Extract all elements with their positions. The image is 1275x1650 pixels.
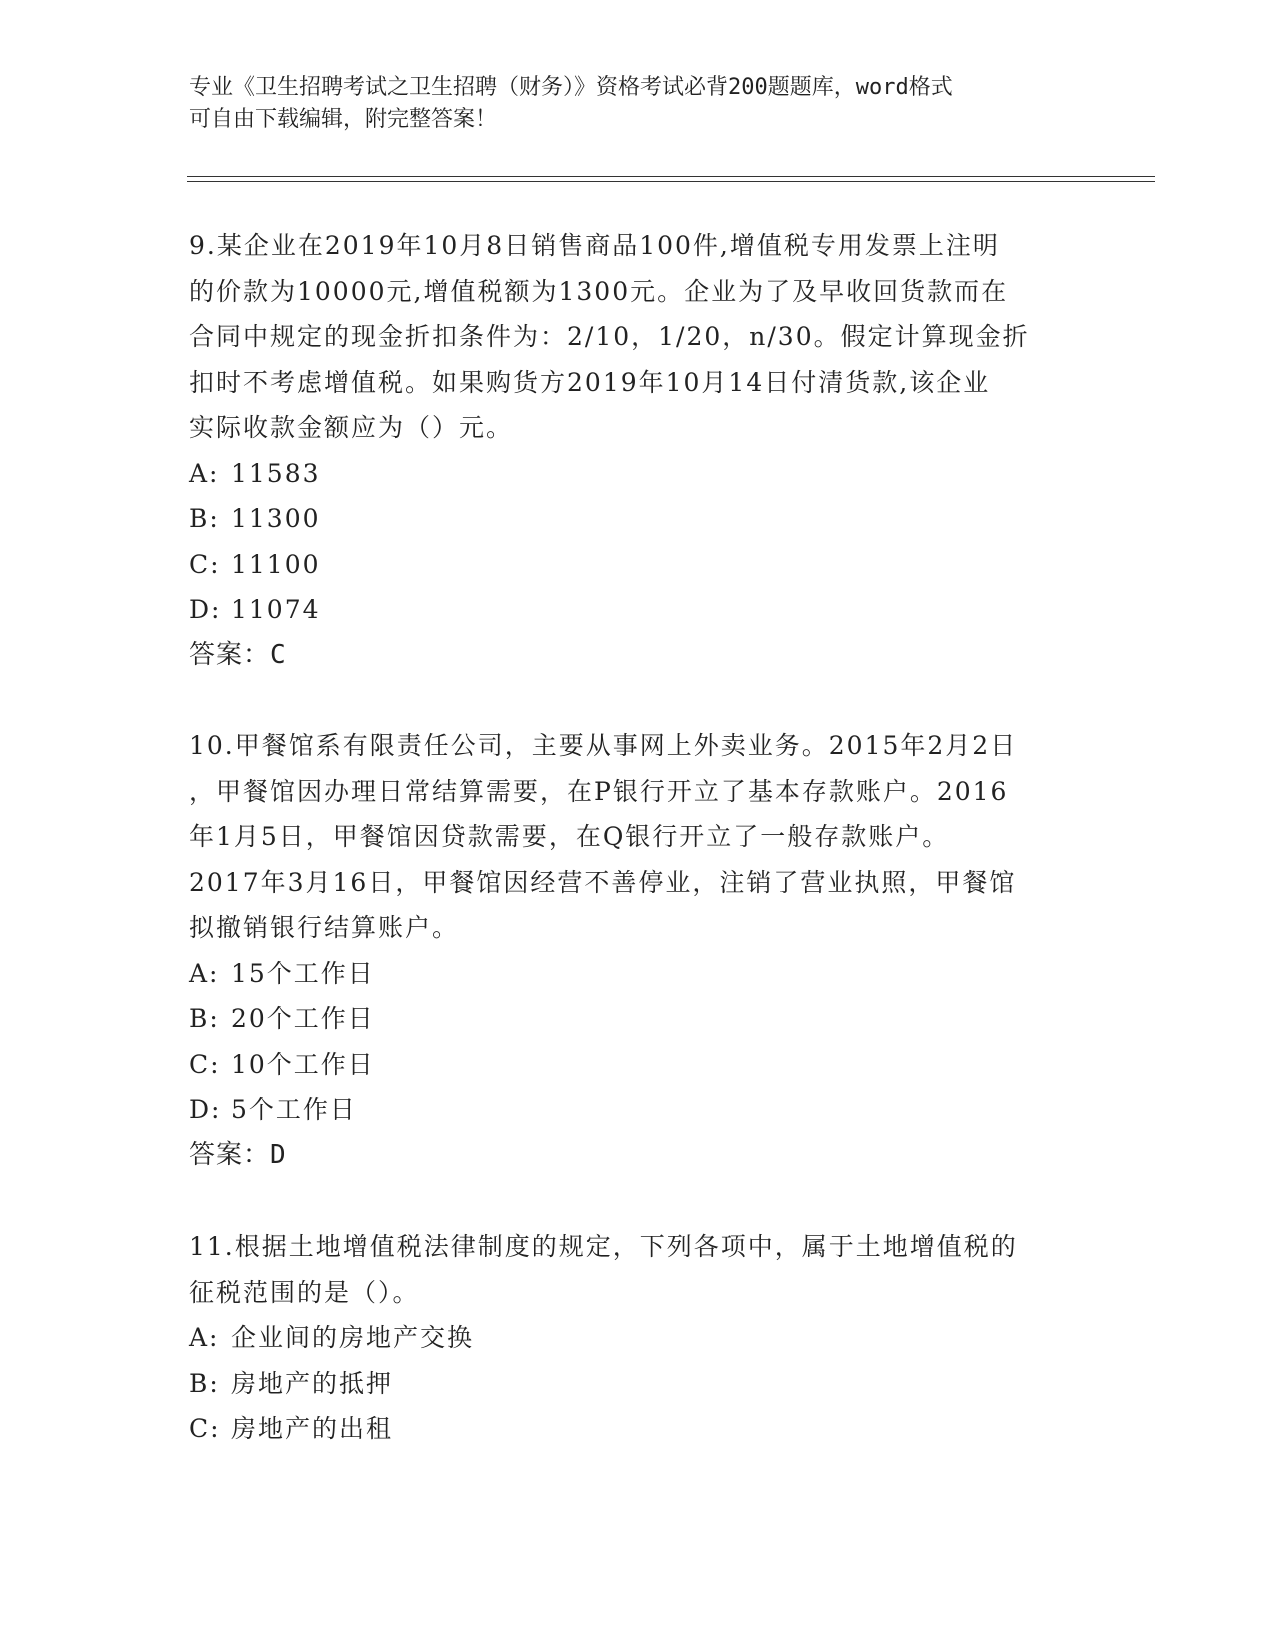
question-9 <box>189 223 1089 678</box>
option-b <box>189 496 1089 542</box>
option-c <box>189 1042 1089 1088</box>
option-letter: D: <box>189 1095 222 1124</box>
question-text-line: 拟撤销银行结算账户。 <box>189 913 460 942</box>
header-line: 专业《卫生招聘考试之卫生招聘（财务）》资格考试必背200题题库，word格式 <box>189 75 953 100</box>
question-text-line: 的价款为10000元,增值税额为1300元。企业为了及早收回货款而在 <box>189 276 1009 306</box>
option-c <box>189 542 1089 588</box>
question-text-line: 合同中规定的现金折扣条件为：2/10，1/20，n/30。假定计算现金折 <box>189 322 1030 351</box>
option-a <box>189 951 1089 997</box>
option-letter: A: <box>189 1323 220 1352</box>
question-text-line: 11.根据土地增值税法律制度的规定，下列各项中，属于土地增值税的 <box>189 1232 1018 1261</box>
option-text: 房地产的抵押 <box>231 1368 394 1398</box>
option-text: 房地产的出租 <box>231 1414 394 1443</box>
option-d <box>189 587 1089 633</box>
option-text: 5个工作日 <box>231 1095 357 1124</box>
header-divider-top <box>187 176 1155 177</box>
option-letter: C: <box>189 549 221 579</box>
option-letter: C: <box>189 1049 221 1079</box>
option-letter: A: <box>189 958 220 988</box>
option-text: 企业间的房地产交换 <box>231 1323 475 1352</box>
option-letter: A: <box>189 458 220 488</box>
question-text-line: 9.某企业在2019年10月8日销售商品100件,增值税专用发票上注明 <box>189 231 1000 260</box>
answer-line: 答案：C <box>189 639 287 670</box>
question-text-line: 年1月5日，甲餐馆因贷款需要，在Q银行开立了一般存款账户。 <box>189 822 950 851</box>
option-letter: B: <box>189 1004 220 1033</box>
question-text-line: ，甲餐馆因办理日常结算需要，在P银行开立了基本存款账户。2016 <box>189 776 1009 806</box>
option-letter: B: <box>189 504 220 533</box>
option-text: 11583 <box>231 458 321 488</box>
option-letter: C: <box>189 1414 221 1443</box>
option-a <box>189 1315 1089 1361</box>
question-text-line: 实际收款金额应为（）元。 <box>189 413 514 442</box>
header-divider-bottom <box>187 181 1155 182</box>
option-a <box>189 451 1089 497</box>
option-c <box>189 1406 1089 1452</box>
option-b <box>189 996 1089 1042</box>
option-letter: D: <box>189 595 222 624</box>
option-letter: B: <box>189 1368 220 1398</box>
question-10 <box>189 723 1089 1178</box>
question-text-line: 2017年3月16日，甲餐馆因经营不善停业，注销了营业执照，甲餐馆 <box>189 867 1017 897</box>
answer-line: 答案：D <box>189 1139 287 1170</box>
option-text: 15个工作日 <box>231 958 375 988</box>
option-text: 20个工作日 <box>231 1004 375 1033</box>
option-text: 10个工作日 <box>231 1049 375 1079</box>
document-header <box>189 72 1089 136</box>
option-d <box>189 1087 1089 1133</box>
question-text-line: 10.甲餐馆系有限责任公司，主要从事网上外卖业务。2015年2月2日 <box>189 731 1018 760</box>
question-text-line: 征税范围的是（）。 <box>189 1277 420 1307</box>
header-line: 可自由下载编辑，附完整答案！ <box>189 107 498 132</box>
option-text: 11074 <box>231 595 321 624</box>
question-11 <box>189 1224 1089 1452</box>
option-text: 11300 <box>231 504 321 533</box>
option-text: 11100 <box>231 549 321 579</box>
question-text-line: 扣时不考虑增值税。如果购货方2019年10月14日付清货款,该企业 <box>189 367 991 397</box>
option-b <box>189 1361 1089 1407</box>
